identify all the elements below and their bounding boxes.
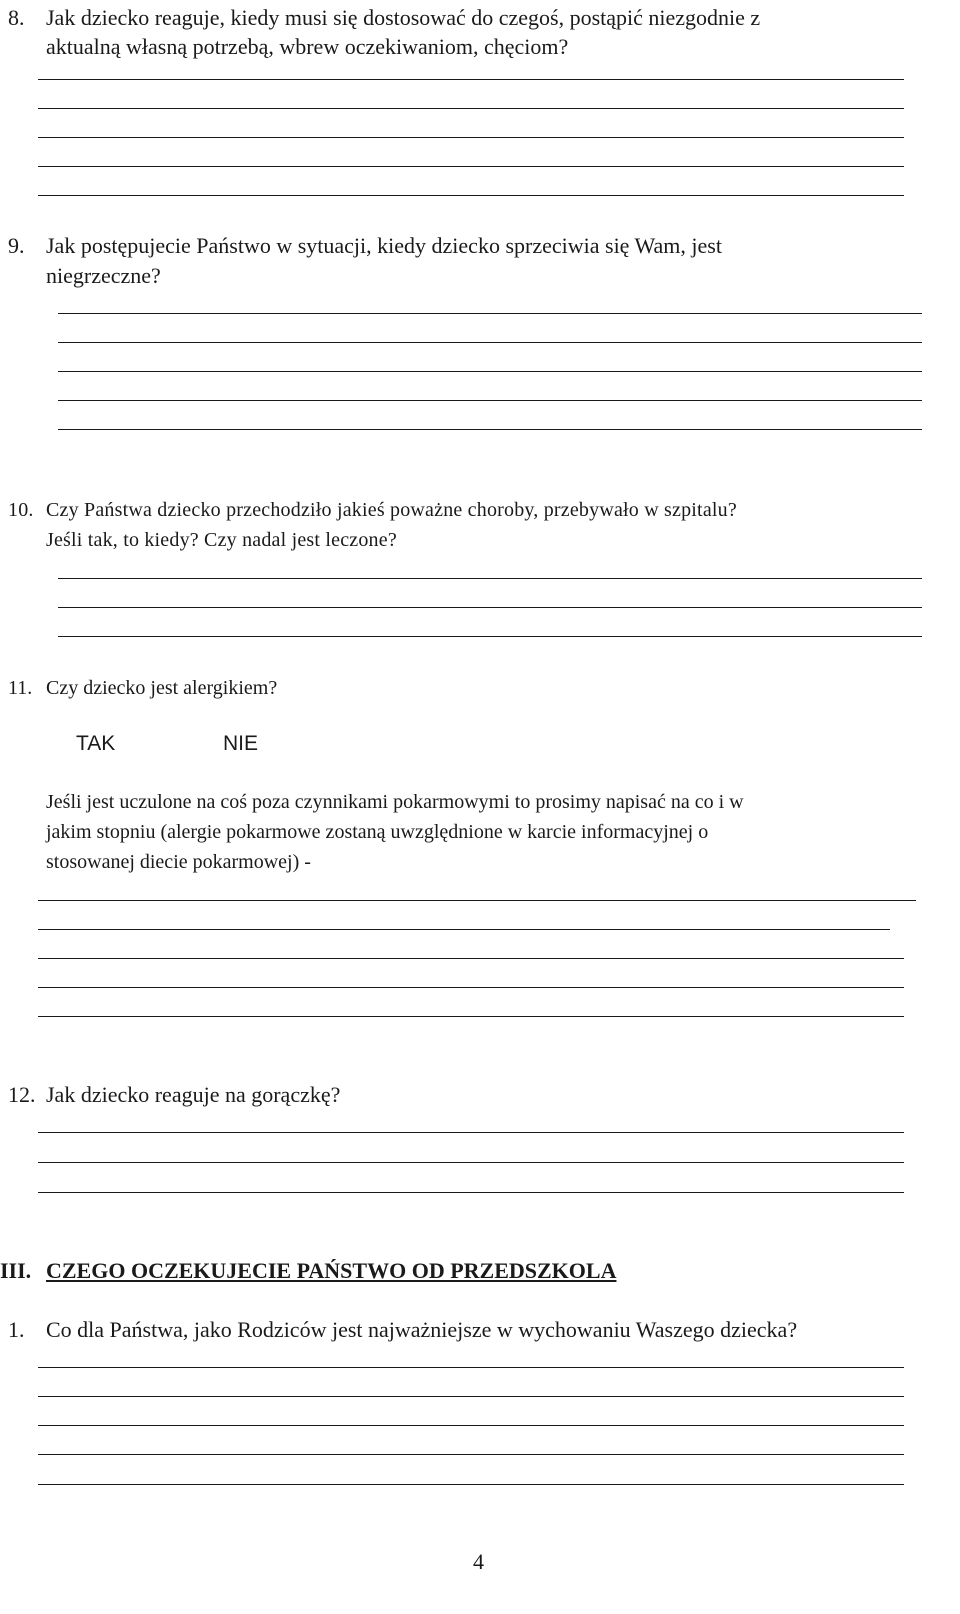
s3-q1-number: 1. [8,1317,25,1342]
q11-note-line2: jakim stopniu (alergie pokarmowe zostaną uwzględnione w karcie informacyjnej o [46,821,709,843]
q9-number: 9. [8,233,25,258]
q9-answer-line-2[interactable] [58,342,922,343]
q11-answer-line-1[interactable] [38,900,916,901]
q9-text-line2: niegrzeczne? [46,263,161,288]
q8-text-line1: Jak dziecko reaguje, kiedy musi się dostosować do czegoś, postąpić niezgodnie z [46,5,761,30]
q8-text-line2: aktualną własną potrzebą, wbrew oczekiwaniom, chęciom? [46,34,569,59]
section-3-number: III. [0,1258,32,1283]
section-3-title-text: CZEGO OCZEKUJECIE PAŃSTWO OD PRZEDSZKOLA [46,1258,617,1283]
page-number: 4 [473,1549,484,1574]
q11-text: Czy dziecko jest alergikiem? [46,677,278,699]
q10-text-line1: Czy Państwa dziecko przechodziło jakieś poważne choroby, przebywało w szpitalu? [46,499,737,521]
q12-answer-line-1[interactable] [38,1132,904,1133]
q12-answer-line-2[interactable] [38,1162,904,1163]
q12-text: Jak dziecko reaguje na gorączkę? [46,1082,341,1107]
q8-answer-line-5[interactable] [38,195,904,196]
s3-q1-answer-line-3[interactable] [38,1425,904,1426]
q9-text-line1: Jak postępujecie Państwo w sytuacji, kiedy dziecko sprzeciwia się Wam, jest [46,233,722,258]
q8-answer-line-1[interactable] [38,79,904,80]
q9-answer-line-3[interactable] [58,371,922,372]
q11-note-line1: Jeśli jest uczulone na coś poza czynnikami pokarmowymi to prosimy napisać na co i w [46,791,744,813]
q12-number: 12. [8,1082,36,1107]
q10-answer-line-3[interactable] [58,636,922,637]
s3-q1-answer-line-5[interactable] [38,1484,904,1485]
q11-option-no[interactable]: NIE [223,732,259,755]
q10-text-line2: Jeśli tak, to kiedy? Czy nadal jest leczone? [46,529,397,551]
q11-answer-line-3[interactable] [38,958,904,959]
s3-q1-answer-line-4[interactable] [38,1454,904,1455]
q10-answer-line-2[interactable] [58,607,922,608]
q11-option-yes[interactable]: TAK [76,732,116,755]
q11-note-line3: stosowanej diecie pokarmowej) - [46,851,311,873]
q8-answer-line-3[interactable] [38,137,904,138]
s3-q1-answer-line-1[interactable] [38,1367,904,1368]
q8-answer-line-4[interactable] [38,166,904,167]
s3-q1-text: Co dla Państwa, jako Rodziców jest najważniejsze w wychowaniu Waszego dziecka? [46,1317,798,1342]
q9-answer-line-1[interactable] [58,313,922,314]
q11-answer-line-2[interactable] [38,929,890,930]
section-3-title [46,1257,616,1285]
q10-answer-line-1[interactable] [58,578,922,579]
q12-answer-line-3[interactable] [38,1192,904,1193]
q11-answer-line-5[interactable] [38,1016,904,1017]
s3-q1-answer-line-2[interactable] [38,1396,904,1397]
q9-answer-line-5[interactable] [58,429,922,430]
q8-number: 8. [8,5,25,30]
q10-number: 10. [8,499,34,521]
q11-answer-line-4[interactable] [38,987,904,988]
q9-answer-line-4[interactable] [58,400,922,401]
q8-answer-line-2[interactable] [38,108,904,109]
q11-number: 11. [8,677,33,699]
